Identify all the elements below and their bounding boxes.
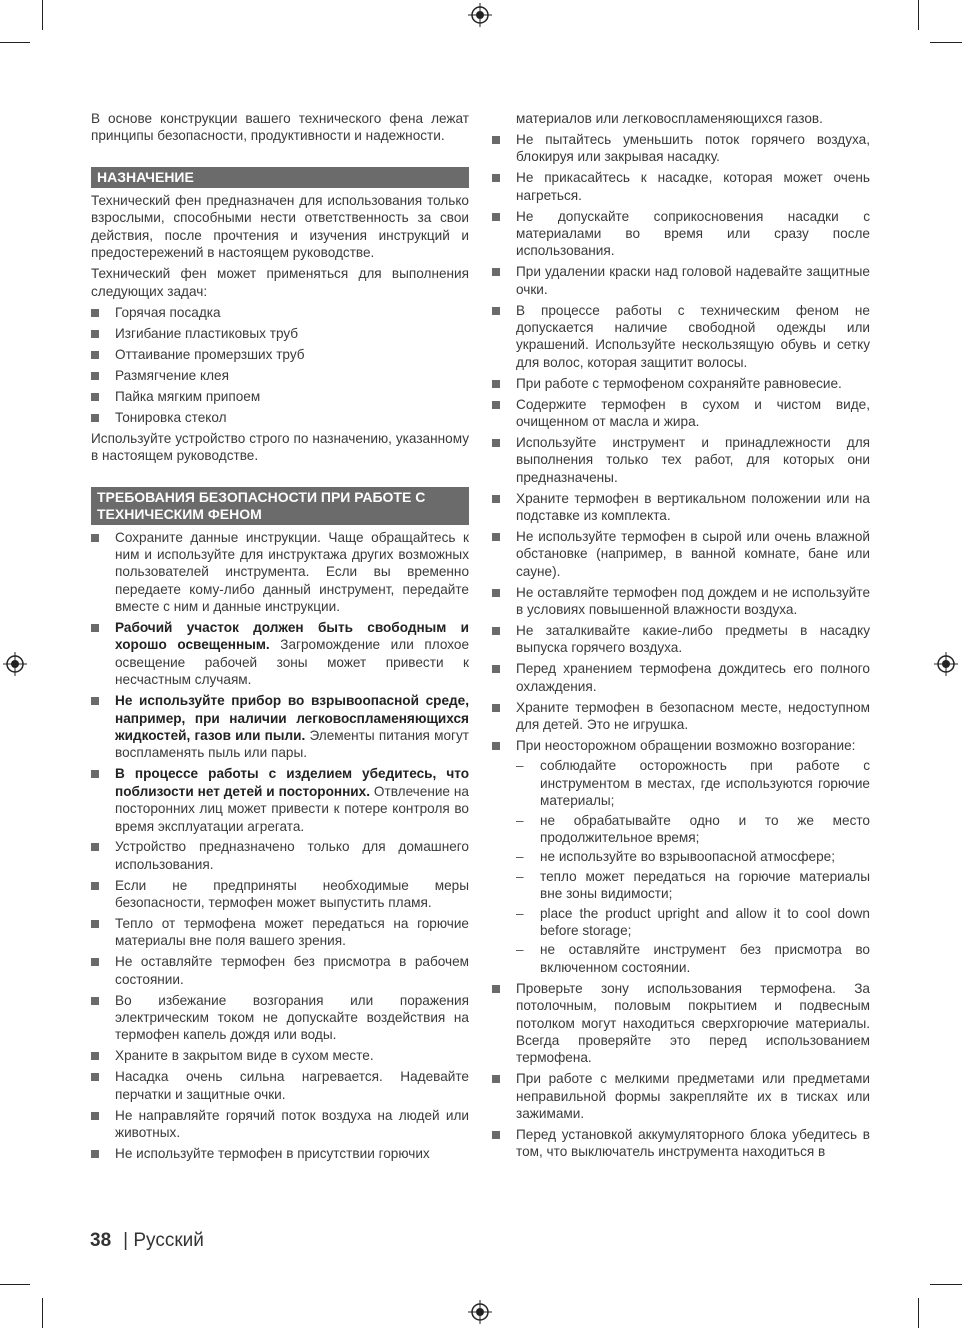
warning-bold-text: Рабочий участок должен быть свободным и хорошо освещенным. [115,620,469,653]
crop-mark [0,1284,30,1285]
dash-item: – тепло может передаться на горючие материалы вне зоны видимости; [516,868,870,903]
list-item: Пайка мягким припоем [91,388,469,405]
list-item: При работе с мелкими предметами или предметами неправильной формы закрепляйте их в тисках или зажимами. [492,1070,870,1122]
list-item [91,692,469,762]
fire-risk-list [516,757,870,976]
warning-text: Загромождение или плохое освещение рабочей зоны может привести к несчастным случаям. [115,637,470,688]
list-item: В процессе работы с техническим феном не допускается наличие свободной одежды или украшений. Используйте нескользящую обувь и сетку для волос, которая защитит волосы. [492,302,870,372]
list-item: Насадка очень сильна нагревается. Надевайте перчатки и защитные очки. [91,1068,469,1103]
safety-list-continued [492,131,870,1161]
crop-mark [42,1298,43,1328]
list-item: Не пытайтесь уменьшить поток горячего воздуха, блокируя или закрывая насадку. [492,131,870,166]
warning-text: Отвлечение на посторонних лиц может привести к потере контроля во время эксплуатации агрегата. [115,783,469,834]
list-item: Не используйте термофен в присутствии горючих [91,1145,469,1162]
list-item: Изгибание пластиковых труб [91,325,469,342]
list-item: Содержите термофен в сухом и чистом виде, очищенном от масла и жира. [492,396,870,431]
list-item: Храните термофен в безопасном месте, недоступном для детей. Это не игрушка. [492,699,870,734]
list-item: Размягчение клея [91,367,469,384]
dash-item: – не обрабатывайте одно и то же место продолжительное время; [516,812,870,847]
tasks-list [91,304,469,426]
purpose-paragraph: Технический фен предназначен для использования только взрослыми, способными нести ответственность за свои действия, после прочтения и изучения инструкций и предостережений в настоящем руководстве. [91,192,469,261]
registration-mark-icon [468,1300,492,1324]
list-item: Горячая посадка [91,304,469,321]
warning-bold-text: Не используйте прибор во взрывоопасной среде, например, при наличии легковоспламеняющихся жидкостей, газов или пыли. [115,693,469,743]
crop-mark [918,1298,919,1328]
crop-mark [930,1284,962,1285]
intro-paragraph: В основе конструкции вашего технического фена лежат принципы безопасности, продуктивности и надежности. [91,111,469,144]
list-item: Не заталкивайте какие-либо предметы в насадку выпуска горячего воздуха. [492,622,870,657]
registration-mark-icon [934,652,958,676]
list-item: Если не предприняты необходимые меры безопасности, термофен может выпустить пламя. [91,877,469,912]
list-item: Храните в закрытом виде в сухом месте. [91,1047,469,1064]
warning-bold-text: В процессе работы с изделием убедитесь, что поблизости нет детей и посторонних. [115,766,469,799]
continued-text: материалов или легковоспламеняющихся газов. [516,111,823,126]
list-item: При работе с термофеном сохраняйте равновесие. [492,375,870,392]
section-heading-purpose: НАЗНАЧЕНИЕ [91,167,469,188]
registration-mark-icon [3,652,27,676]
crop-mark [918,0,919,30]
page-number: 38 [90,1230,112,1251]
list-item: Не оставляйте термофен под дождем и не используйте в условиях повышенной влажности воздуха. [492,584,870,619]
left-column [91,110,469,1166]
right-column [492,110,870,1164]
list-item: Не оставляйте термофен без присмотра в рабочем состоянии. [91,953,469,988]
dash-item: – не используйте во взрывоопасной атмосфере; [516,848,870,865]
dash-item: – не оставляйте инструмент без присмотра во включенном состоянии. [516,941,870,976]
crop-mark [930,42,962,43]
list-item: Не прикасайтесь к насадке, которая может очень нагреться. [492,169,870,204]
list-item: Оттаивание промерзших труб [91,346,469,363]
tasks-intro-paragraph: Технический фен может применяться для выполнения следующих задач: [91,266,469,299]
list-item: Проверьте зону использования термофена. За потолочным, половым покрытием и подвесным потолком могут находиться сверхгорючие материалы. Всегда проверяйте это перед использованием термофена. [492,980,870,1067]
list-item [492,737,870,976]
crop-mark [0,42,30,43]
usage-paragraph: Используйте устройство строго по назначению, указанному в настоящем руководстве. [91,430,469,464]
fire-risk-intro: При неосторожном обращении возможно возгорание: [516,737,856,753]
list-item [91,619,469,689]
list-item: Перед хранением термофена дождитесь его полного охлаждения. [492,660,870,695]
crop-mark [42,0,43,30]
section-heading-safety: ТРЕБОВАНИЯ БЕЗОПАСНОСТИ ПРИ РАБОТЕ С ТЕХНИЧЕСКИМ ФЕНОМ [91,487,469,525]
list-item: Тонировка стекол [91,409,469,426]
list-item: Устройство предназначено только для домашнего использования. [91,838,469,873]
list-item: Сохраните данные инструкции. Чаще обращайтесь к ним и используйте для инструктажа других возможных пользователей инструмента. Если вы временно передаете кому-либо данный инструмент, передайте вместе с ним и данные инструкции. [91,529,469,616]
list-item: Не используйте термофен в сырой или очень влажной обстановке (например, в ванной комнате, бане или сауне). [492,528,870,580]
list-item: Перед установкой аккумуляторного блока убедитесь в том, что выключатель инструмента находиться в [492,1126,870,1161]
list-item: Храните термофен в вертикальном положении или на подставке из комплекта. [492,490,870,525]
language-label: | Русский [123,1230,204,1251]
safety-list [91,529,469,1163]
registration-mark-icon [468,3,492,27]
dash-item: – соблюдайте осторожность при работе с инструментом в местах, где используются горючие материалы; [516,757,870,809]
list-item: Не допускайте соприкосновения насадки с материалами во время или сразу после использования. [492,208,870,260]
list-item: Во избежание возгорания или поражения электрическим током не допускайте воздействия на термофен капель дождя или воды. [91,992,469,1044]
list-item: Не направляйте горячий поток воздуха на людей или животных. [91,1107,469,1142]
list-item: Используйте инструмент и принадлежности для выполнения только тех работ, для которых они предназначены. [492,434,870,486]
dash-item: – place the product upright and allow it to cool down before storage; [516,905,870,940]
list-item: При удалении краски над головой надевайте защитные очки. [492,263,870,298]
list-item: Тепло от термофена может передаться на горючие материалы вне поля вашего зрения. [91,915,469,950]
page-footer [90,1230,204,1252]
warning-text: Элементы питания могут воспламенять пыль или пары. [115,727,469,761]
list-item [91,765,469,835]
